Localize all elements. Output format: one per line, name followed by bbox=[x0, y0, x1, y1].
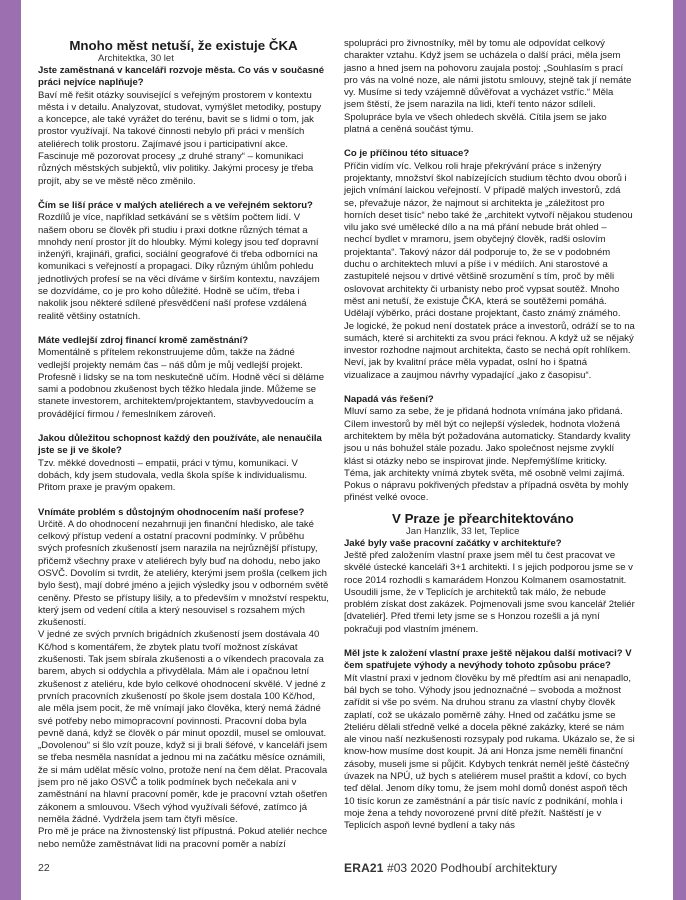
interview-answer: Mít vlastní praxi v jednom člověku by mě předtím asi ani nenapadlo, bál bych se toho. Výhody jsou jednoznačné – svoboda a možnost zařídit si vše po svém. Na druhou stranu za vlastní chyby člověk zaplatí, což se ukázalo poměrně záhy. Hned od začátku jsme se 2teliéru dělali středně velké a docela pěkné zakázky, které se nám ale vinou naší nezkušenosti rozsypaly pod rukama. Ukázalo se, že si know-how musíme dost koupit. Já ani Honza jsme neměli finanční zásoby, museli jsme si půjčit. Kdybych tenkrát neměl ještě částečný úvazek na NPÚ, už bych s ateliérem musel praštit a kdoví, co bych teď dělal. Jenom díky tomu, že jsem mohl domů donést aspoň těch 10 tisíc korun ze zaměstnání a pár tisíc navíc z podnikání, mohla i moje žena a tehdy novorozené první dítě přežít. Naštěstí je v Teplicích aspoň levné bydlení a taky nás bbox=[344, 672, 635, 832]
interview-question: Co je příčinou této situace? bbox=[344, 148, 470, 160]
interview-answer: Tzv. měkké dovednosti – empatii, práci v týmu, komunikaci. V dobách, kdy jsem studovala, vedla škola spíše k individualismu. Přitom praxe je pravým opakem. bbox=[38, 457, 308, 494]
interview-question: Jaké byly vaše pracovní začátky v architektuře? bbox=[344, 537, 562, 549]
interview-answer: Příčin vidím víc. Velkou roli hraje překrývání práce s inženýry projektanty, množství škol nabízejících studium těchto dvou oborů i jejich vnímání laickou veřejností. V případě malých investorů, zdá se, převažuje názor, že najmout si architekta je „záležitost pro horních deset tisíc“ nebo také že „architekt vytvoří nějakou studenou vilu jako své umělecké dílo a na má přání nebude brát ohled – nechcí bydlet v mramoru, jsem obyčejný člověk, radši oslovím projektanta“. Takový názor dál podporuje to, že se v podobném duchu o architektech mluví a píše i v médiích. Ani starostové a zastupitelé nejsou v drtivé většině srozumění s tím, proč by měli oslovovat architekty či urbanisty nebo proč vypsat soutěž. Mnoho měst ani netuší, že existuje ČKA, která se soutěžemi pomáhá. Udělají výběrko, práci dostane projektant, často známý známého. bbox=[344, 160, 633, 320]
interview-question: Měl jste k založení vlastní praxe ještě nějakou další motivaci? V čem spatřujete výhody a nevýhody tohoto způsobu práce? bbox=[344, 648, 632, 672]
magazine-footer bbox=[344, 861, 557, 875]
interview-question: Čím se liší práce v malých ateliérech a ve veřejném sektoru? bbox=[38, 199, 313, 211]
interview-answer: Ještě před založením vlastní praxe jsem měl tu čest pracovat ve skvělé ústecké kanceláři 3+1 architekti. I s jejich podporou jsme se v roce 2014 rozhodli s kamarádem Honzou Kolmanem osamostatnit. Usoudili jsme, že v Teplicích je architektů tak málo, že nebude problém získat dost zakázek. Pojmenovali jsme svou kancelář 2teliér [dvateliér]. Před třemi lety jsme se s Honzou rozešli a já nyní pokračuji pod vlastním jménem. bbox=[344, 549, 635, 635]
interview-answer: spolupráci pro živnostníky, měl by tomu ale odpovídat celkový charakter vztahu. Když jsem se ucházela o další práci, měla jsem jasno a hned jsem na pohovoru zaujala postoj: „Souhlasím s prací pro vás na volné noze, ale námi jistotu smlouvy, stejně tak jí nemáte vy. Musíme si tedy vzájemně důvěřovat a vycházet vstříc.“ Měla jsem štěstí, že jsem narazila na lidi, kteří tento názor sdíleli. Spolupráce byla ve všech ohledech skvělá. Cítila jsem se jako platná a ceněná součást týmu. bbox=[344, 38, 632, 136]
right-column bbox=[344, 38, 635, 833]
interview-answer: Momentálně s přítelem rekonstruujeme dům, takže na žádné vedlejší projekty nemám čas – náš dům je můj vedlejší projekt. Profesně i lidsky se na tom neskutečně učím. Hodně věcí si děláme sami a podobnou zkušenost bych těžko hledala jinde. Můžeme se stanete investorem, architektem/projektantem, stavbyvedoucím a provádějící firmou / řemeslníkem zároveň. bbox=[38, 347, 325, 420]
magazine-page bbox=[21, 0, 673, 900]
interview-question: Jste zaměstnaná v kanceláři rozvoje města. Co vás v současné práci nejvíce naplňuje? bbox=[38, 65, 325, 89]
page-number: 22 bbox=[38, 862, 50, 874]
article-title: Mnoho měst netuší, že existuje ČKA bbox=[69, 38, 298, 53]
magazine-brand: ERA21 bbox=[344, 861, 384, 875]
interview-answer: Určitě. A do ohodnocení nezahrnuji jen finanční hledisko, ale také celkový přístup vedení a ostatní pracovní podmínky. V průběhu svých profesních zkušeností jsem narazila na nejrůznější přístupy, přičemž všechny praxe v ateliérech byly buď na dohodu, nebo jako OSVČ. Dovolím si tvrdit, že ateliéry, kterými jsem prošla (celkem jich bylo šest), mají dobré jméno a jejich výsledky jsou v odborném světě ceněny. Přesto se přístupy lišily, a to především v množství respektu, který jsem od vedení cítila a který nesouvisel s rozsahem mých zkušeností. bbox=[38, 518, 329, 629]
interview-question: Jakou důležitou schopnost každý den používáte, ale nenaučila jste se ji ve škole? bbox=[38, 433, 322, 457]
interview-answer: Rozdílů je více, například setkávání se s větším počtem lidí. V našem oboru se člověk při studiu i praxi dotkne různých témat a mnohdy není prostor jít do hloubky. Mými kolegy jsou teď dopravní inženýři, krajináři, grafici, sociální geografové či třeba odborníci na komunikaci s veřejností a propagaci. Díky různým úhlům pohledu jednotlivých profesí se na věci díváme v širším kontextu, navzájem se dozvídáme, co je pro koho důležité. Hodně se učím, třeba i nakolik jsou některé sdílené přesvědčení naší profese vzdálená realitě většiny ostatních. bbox=[38, 212, 320, 322]
interview-answer: Baví mě řešit otázky související s veřejným prostorem v kontextu města i v detailu. Analyzovat, studovat, vymýšlet metodiky, postupy a koncepce, ale také vyrážet do terénu, bavit se s lidmi o tom, jak prostor využívají. Na takové činnosti nebylo při práci v menších ateliérech tolik prostoru. Zajímavé jsou i participativní akce. Fascinuje mě pozorovat procesy „z druhé strany“ – komunikaci různých městských subjektů, vliv politiky. Jakými procesy je třeba projít, aby se ve městě něco změnilo. bbox=[38, 89, 322, 187]
interview-answer: V jedné ze svých prvních brigádních zkušeností jsem dostávala 40 Kč/hod s komentářem, že zbytek platu tvoří možnost získávat zkušenosti. Tak jsem sbírala zkušenosti a o víkendech pracovala za barem, abych si oddychla a přivydělala. Mám ale i opačnou letní zkušenost z ateliéru, kde bylo celkové ohodnocení skvělé. V jedné z prvních pracovních zkušeností po škole jsem dostala 100 Kč/hod, ale měla jsem pocit, že mě vnímají jako člověka, který nemá žádné své potřeby nebo mimopracovní povinnosti. Pracovní doba byla pevně daná, když se člověk o pár minut opozdil, musel se omlouvat. „Dovolenou“ si šlo vzít pouze, když si ji brali šéfové, v kanceláři jsem se třeba nesměla nasnídat a jednou mi na začátku měsíce oznámili, že si mám udělat měsíc volno, protože není na čem dělat. Pracovala jsem pro ně jako OSVČ a tolik podmínek bych nečekala ani v zaměstnání na hlavní pracovní poměr, kde je pracovní vztah ošetřen zákonem a smlouvou. Všech výhod využívali šéfové, zatímco já neměla žádné. Vydržela jsem tam čtyři měsíce. bbox=[38, 629, 328, 825]
article-title: V Praze je přearchitektováno bbox=[392, 510, 574, 526]
interview-question: Vnímáte problém s důstojným ohodnocením naší profese? bbox=[38, 506, 305, 518]
interview-question: Napadá vás řešení? bbox=[344, 394, 434, 406]
interview-answer: Mluví samo za sebe, že je přidaná hodnota vnímána jako přidaná. Cílem investorů by měl být co nejlepší výsledek, hodnota vložená architektem by měla být požadována automaticky. Standardy kvality jsou u nás bohužel stále pozadu. Jako společnost nejsme zvyklí klást si otázky nebo se inspirovat jinde. Nepřemýšlíme kriticky. Téma, jak architekty vnímá zbytek světa, mě osobně velmi zajímá. Pokus o nápravu pokřivených představ a případná osvěta by mohly přinést velké ovoce. bbox=[344, 406, 631, 504]
magazine-issue: #03 2020 Podhoubí architektury bbox=[387, 861, 558, 875]
left-column bbox=[38, 38, 329, 851]
interview-answer: Pro mě je práce na živnostenský list přípustná. Pokud ateliér nechce nebo nemůže zaměstnávat lidi na pracovní poměr a nabízí bbox=[38, 826, 328, 850]
interview-question: Máte vedlejší zdroj financí kromě zaměstnání? bbox=[38, 334, 249, 346]
article-byline: Jan Hanzlík, 33 let, Teplice bbox=[406, 525, 520, 537]
interview-answer: Je logické, že pokud není dostatek práce a investorů, odráží se to na sumách, které si architekti za svou práci řeknou. A když už se nějaký investor rozhodne najmout architekta, často se nechá opít rohlíkem. Neví, jak by kvalitní práce měla vypadat, oslní ho i špatná vizualizace a zaujmou návrhy vypadající „jako z časopisu“. bbox=[344, 320, 635, 381]
article-byline: Architektka, 30 let bbox=[98, 53, 174, 64]
